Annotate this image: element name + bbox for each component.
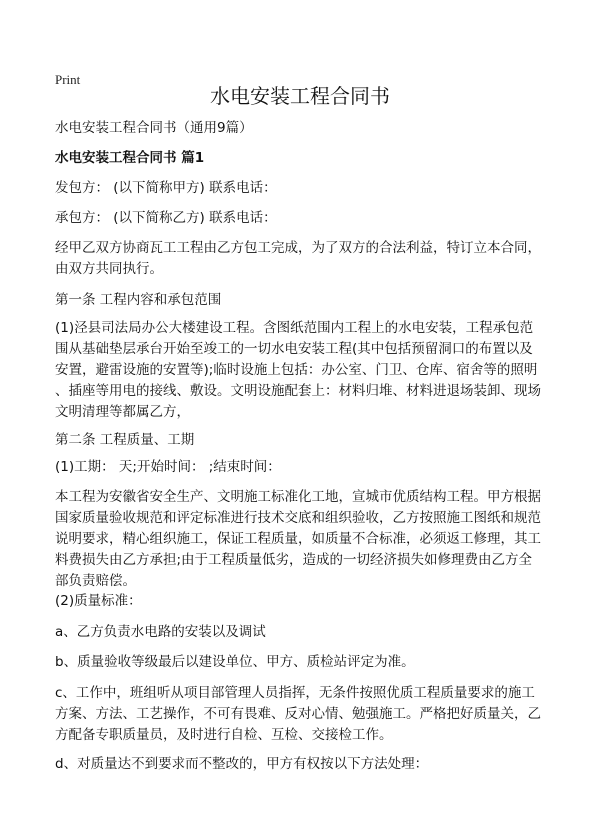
text-line: 由双方共同执行。 xyxy=(55,261,163,277)
document-title: 水电安装工程合同书 xyxy=(210,84,390,108)
subtitle xyxy=(55,118,253,139)
text-line: b、质量验收等级最后以建设单位、甲方、质检站评定为准。 xyxy=(55,654,415,670)
text-line: 本工程为安徽省安全生产、文明施工标准化工地，宣城市优质结构工程。甲方根据 xyxy=(55,489,541,505)
text-line: 水电安装工程合同书 篇1 xyxy=(55,150,205,166)
item-b xyxy=(55,652,415,673)
text-line: 经甲乙双方协商瓦工工程由乙方包工完成，为了双方的合法利益，特订立本合同， xyxy=(55,240,541,256)
text-line: 水电安装工程合同书（通用9篇） xyxy=(55,120,253,136)
schedule-line xyxy=(55,457,281,478)
text-line: (2)质量标准： xyxy=(55,593,142,609)
text-line: 安置，避雷设施的安置等);临时设施上包括：办公室、门卫、仓库、宿舍等的照明 xyxy=(55,362,538,378)
employer-line xyxy=(55,178,277,199)
text-line: 承包方： (以下简称乙方) 联系电话： xyxy=(55,210,277,226)
text-line: 国家质量验收规范和评定标准进行技术交底和组织验收，乙方按照施工图纸和规范 xyxy=(55,510,541,526)
quality-standard-heading xyxy=(55,591,142,612)
text-line: (1)泾县司法局办公大楼建设工程。含图纸范围内工程上的水电安装，工程承包范 xyxy=(55,320,534,336)
text-line: 文明清理等都属乙方， xyxy=(55,404,190,420)
item-a xyxy=(55,622,266,643)
text-line: 方配备专职质量员，及时进行自检、互检、交接检工作。 xyxy=(55,727,393,743)
text-line: 方案、方法、工艺操作，不可有畏难、反对心情、勉强施工。严格把好质量关，乙 xyxy=(55,706,541,722)
article-1-heading xyxy=(55,290,221,311)
print-link[interactable]: Print xyxy=(55,72,81,87)
text-line: 、插座等用电的接线、敷设。文明设施配套上：材料归堆、材料进退场装卸、现场 xyxy=(55,383,541,399)
text-line: 第二条 工程质量、工期 xyxy=(55,432,195,448)
intro-paragraph xyxy=(55,238,541,280)
item-c xyxy=(55,683,541,746)
text-line: c、工作中，班组听从项目部管理人员指挥，无条件按照优质工程质量要求的施工 xyxy=(55,685,535,701)
text-line: 部负责赔偿。 xyxy=(55,573,136,589)
contractor-line xyxy=(55,208,277,229)
text-line: 第一条 工程内容和承包范围 xyxy=(55,292,222,308)
section-heading xyxy=(55,148,204,169)
text-line: d、对质量达不到要求而不整改的，甲方有权按以下方法处理： xyxy=(55,756,429,772)
quality-paragraph xyxy=(55,487,541,592)
article-2-heading xyxy=(55,430,194,451)
text-line: 说明要求，精心组织施工，保证工程质量，如质量不合标准，必须返工修理，其工 xyxy=(55,531,541,547)
text-line: (1)工期： 天;开始时间： ;结束时间： xyxy=(55,459,281,475)
article-1-scope xyxy=(55,318,541,423)
text-line: 发包方： (以下简称甲方) 联系电话： xyxy=(55,180,277,196)
text-line: 围从基础垫层承台开始至竣工的一切水电安装工程(其中包括预留洞口的布置以及 xyxy=(55,341,533,357)
text-line: a、乙方负责水电路的安装以及调试 xyxy=(55,624,266,640)
text-line: 料费损失由乙方承担;由于工程质量低劣，造成的一切经济损失如修理费由乙方全 xyxy=(55,552,533,568)
item-d xyxy=(55,754,428,775)
